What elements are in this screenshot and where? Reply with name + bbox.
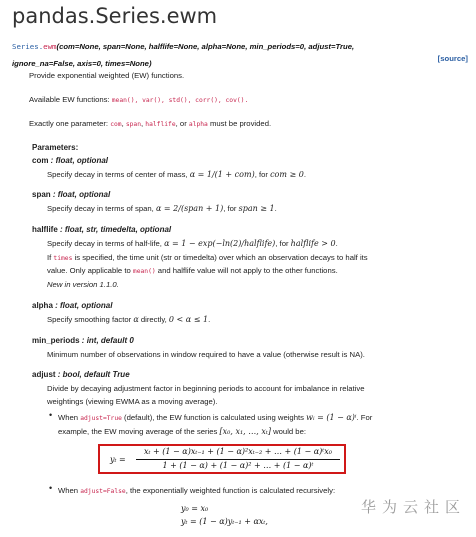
adjust-false-bullet [58,485,335,498]
signature-prefix: Series. [12,42,44,51]
com-desc-end: . [303,170,306,179]
param-halflife-type: : float, str, timedelta, optional [57,225,172,234]
span-desc-pre: Specify decay in terms of span, [47,204,156,213]
site-watermark: 华为云社区 [360,498,466,516]
parameters-heading: Parameters: [32,143,79,152]
page-title: pandas.Series.ewm [12,4,218,28]
b1-line2-post: would be: [270,427,306,436]
param-span-name: span [32,190,51,199]
halflife-line3-pre: value. Only applicable to [47,266,133,275]
code-span: span [125,121,142,128]
eq-denominator: 1 + (1 − α) + (1 − α)² + … + (1 − α)ᵗ [162,461,314,470]
halflife-line2-post: is specified, the time unit (str or timedelta) over which an observation decays to half its [72,253,368,262]
alpha-symbol: α [133,315,139,324]
span-cond: span ≥ 1 [238,204,275,213]
adjust-desc-line2: weightings (viewing EWMA as a moving average). [47,397,218,406]
halflife-line3 [47,265,338,278]
adjust-desc-line1: Divide by decaying adjustment factor in beginning periods to account for imbalance in relative [47,384,365,393]
param-alpha-type: : float, optional [52,301,113,310]
available-prefix: Available EW functions: [29,95,112,104]
com-desc-mid: , for [254,170,271,179]
eq-numerator: xₜ + (1 − α)xₜ₋₁ + (1 − α)²xₜ₋₂ + … + (1 − α)ᵗx₀ [144,447,332,456]
halflife-line3-post: and halflife value will not apply to the other functions. [155,266,338,275]
param-min-periods-name: min_periods [32,336,80,345]
halflife-desc-pre: Specify decay in terms of half-life, [47,239,165,248]
halflife-line2-pre: If [47,253,54,262]
com-desc-pre: Specify decay in terms of center of mass, [47,170,190,179]
param-com [32,155,108,167]
param-com-name: com [32,156,49,165]
param-alpha [32,300,112,312]
code-alpha: alpha [188,121,208,128]
param-adjust-name: adjust [32,370,56,379]
alpha-cond: 0 < α ≤ 1 [168,315,209,324]
exactly-suffix: must be provided. [207,119,272,128]
b1-post: (default), the EW function is calculated using weights [121,413,307,422]
halflife-desc-end: . [335,239,338,248]
code-adjust-false: adjust=False [80,488,126,495]
param-alpha-name: alpha [32,301,53,310]
signature-name: ewm [43,42,57,51]
code-adjust-true: adjust=True [80,415,122,422]
source-link[interactable]: [source] [437,54,468,63]
eq-lhs: yₜ = [110,455,126,464]
code-mean: mean() [132,268,156,275]
alpha-desc-pre: Specify smoothing factor [47,315,134,324]
b2-post: , the exponentially weighted function is calculated recursively: [125,486,336,495]
param-min-periods-desc: Minimum number of observations in window required to have a value (otherwise result is NA). [47,350,365,359]
exactly-or: , or [175,119,189,128]
bullet-dot-2: • [49,483,53,493]
halflife-line2 [47,252,368,265]
param-com-type: : float, optional [48,156,108,165]
span-desc-end: . [274,204,277,213]
b2-pre: When [58,486,81,495]
param-adjust [32,369,130,381]
param-span-type: : float, optional [50,190,111,199]
b1-pre: When [58,413,81,422]
code-times: times [53,255,73,262]
weights-formula: wᵢ = (1 − α)ⁱ [306,413,357,422]
param-halflife [32,224,171,236]
bullet-dot: • [49,410,53,420]
halflife-formula: α = 1 − exp(−ln(2)/halflife) [164,239,276,248]
adjust-true-bullet [58,412,372,425]
halflife-version-note: New in version 1.1.0. [47,280,119,289]
exactly-one-text: Exactly one parameter: com, span, halflife, or alpha must be provided. [29,119,272,128]
param-halflife-desc [47,238,338,250]
param-span [32,189,110,201]
code-com: com [110,121,122,128]
recursive-eq-2: yₜ = (1 − α)yₜ₋₁ + αxₜ, [181,517,268,526]
com-formula: α = 1/(1 + com) [189,170,255,179]
available-functions [29,94,248,107]
param-com-desc [47,169,306,181]
param-min-periods-type: : int, default 0 [79,336,134,345]
param-min-periods [32,335,134,347]
alpha-desc-end: . [208,315,211,324]
summary-text: Provide exponential weighted (EW) functions. [29,71,185,80]
span-desc-mid: , for [223,204,239,213]
available-funcs-code: mean(), var(), std(), corr(), cov(). [111,97,249,104]
recursive-eq-1: y₀ = x₀ [181,504,209,513]
eq-fraction-bar [136,459,340,460]
com-cond: com ≥ 0 [270,170,304,179]
series-formula: [x₀, x₁, …, xₜ] [219,427,271,436]
span-formula: α = 2/(span + 1) [155,204,224,213]
param-alpha-desc [47,314,210,326]
code-halflife: halflife [145,121,176,128]
halflife-cond: halflife > 0 [290,239,336,248]
b1-end: . For [356,413,373,422]
alpha-desc-mid: directly, [138,315,169,324]
function-signature [12,38,470,72]
halflife-desc-mid: , for [275,239,291,248]
param-adjust-type: : bool, default True [55,370,130,379]
param-span-desc [47,203,277,215]
b1-line2-pre: example, the EW moving average of the series [58,427,220,436]
adjust-true-bullet-line2 [58,426,306,438]
param-halflife-name: halflife [32,225,58,234]
signature-params-line2: ignore_na=False, axis=0, times=None) [12,59,152,68]
ewm-equation-highlight [98,444,346,474]
signature-params-line1: (com=None, span=None, halflife=None, alpha=None, min_periods=0, adjust=True, [56,42,355,51]
exactly-prefix: Exactly one parameter: [29,119,111,128]
